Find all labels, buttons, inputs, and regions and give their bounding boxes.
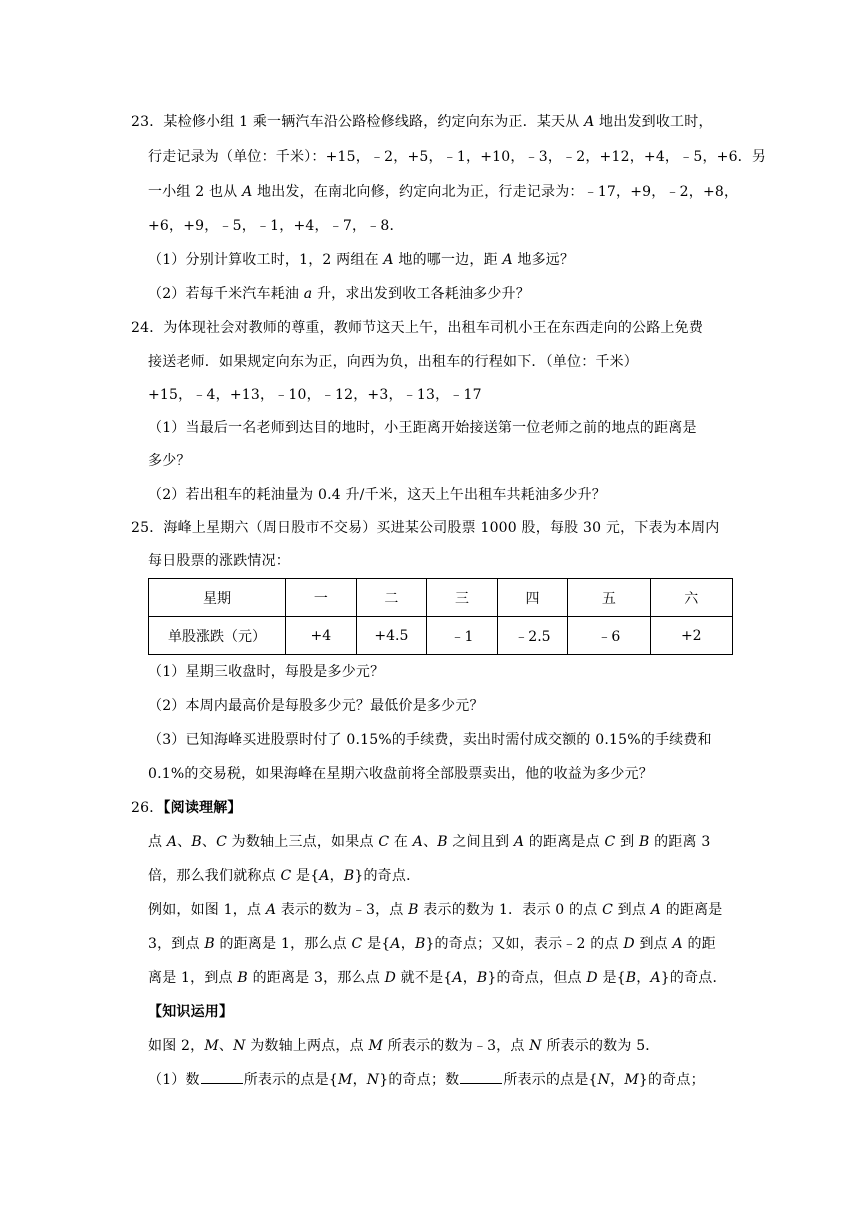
table-cell: ﹣1 [427,617,497,655]
q24-line-1: 24．为体现社会对教师的尊重，教师节这天上午，出租车司机小王在东西走向的公路上免费 [131,320,704,336]
q25-line-2: 每日股票的涨跌情况： [148,553,290,569]
table-header-cell: 五 [568,579,650,617]
table-header-cell: 六 [650,579,732,617]
table-header-row [149,579,733,617]
q25-number: 25． [131,520,164,536]
q25-sub-3-cont: 0.1%的交易税，如果海峰在星期六收盘前将全部股票卖出，他的收益为多少元？ [148,766,653,782]
q25-sub-3: （3）已知海峰买进股票时付了 0.15%的手续费，卖出时需付成交额的 0.15%的手续费和 [148,732,712,748]
q23-line-3: 一小组 2 也从 A 地出发，在南北向修，约定向北为正，行走记录为：﹣17，+9，﹣2，+8， [148,184,739,200]
q23-number: 23． [131,114,164,130]
q23-sub-1: （1）分别计算收工时，1，2 两组在 A 地的哪一边，距 A 地多远？ [148,252,575,268]
q25-sub-1: （1）星期三收盘时，每股是多少元？ [148,664,385,680]
q26-para-1: 点 A、B、C 为数轴上三点，如果点 C 在 A、B 之间且到 A 的距离是点 C 到 B 的距离 3 [148,834,711,850]
q26-sub-1: （1）数 所表示的点是{M，N}的奇点；数 所表示的点是{N，M}的奇点； [148,1069,705,1090]
section-reading: 【阅读理解】 [163,800,242,816]
q26-number: 26． [131,800,164,816]
table-cell: +2 [650,617,732,655]
q24-sub-1: （1）当最后一名老师到达目的地时，小王距离开始接送第一位老师之前的地点的距离是 [148,420,697,436]
q26-para-3: 例如，如图 1，点 A 表示的数为﹣3，点 B 表示的数为 1．表示 0 的点 C 到点 A 的距离是 [148,902,723,918]
table-row [149,617,733,655]
table-header-cell: 三 [427,579,497,617]
q26-heading [131,798,242,818]
q23-line-1: 23．某检修小组 1 乘一辆汽车沿公路检修线路，约定向东为正．某天从 A 地出发到收工时， [131,114,713,130]
answer-blank-1[interactable] [201,1069,243,1084]
table-cell: ﹣6 [568,617,650,655]
q23-line-4: +6，+9，﹣5，﹣1，+4，﹣7，﹣8． [148,218,404,234]
table-header-cell: 四 [497,579,568,617]
stock-change-table [148,578,733,655]
q24-line-2: 接送老师．如果规定向东为正，向西为负，出租车的行程如下．（单位：千米） [148,354,638,370]
q24-sub-2: （2）若出租车的耗油量为 0.4 升/千米，这天上午出租车共耗油多少升？ [148,487,606,503]
q24-sub-1-cont: 多少？ [148,453,191,469]
section-knowledge: 【知识运用】 [148,1004,234,1020]
q26-para-6: 如图 2，M、N 为数轴上两点，点 M 所表示的数为﹣3，点 N 所表示的数为 5． [148,1038,660,1054]
q23-line-2: 行走记录为（单位：千米）：+15，﹣2，+5，﹣1，+10，﹣3，﹣2，+12，+4，﹣5，+6．另 [148,149,767,165]
q24-line-3: +15，﹣4，+13，﹣10，﹣12，+3，﹣13，﹣17 [148,387,482,403]
q26-para-2: 倍，那么我们就称点 C 是{A，B}的奇点． [148,868,421,884]
table-header-cell: 星期 [149,579,286,617]
q23-sub-2: （2）若每千米汽车耗油 a 升，求出发到收工各耗油多少升？ [148,286,530,302]
table-header-cell: 一 [286,579,357,617]
table-header-cell: 二 [356,579,427,617]
table-cell: 单股涨跌（元） [149,617,286,655]
q25-line-1: 25．海峰上星期六（周日股市不交易）买进某公司股票 1000 股，每股 30 元，下表为本周内 [131,520,720,536]
q26-para-5: 离是 1，到点 B 的距离是 3，那么点 D 就不是{A，B}的奇点，但点 D 是{B，A}的奇点． [148,970,727,986]
answer-blank-2[interactable] [460,1069,502,1084]
q24-number: 24． [131,320,164,336]
table-cell: +4.5 [356,617,427,655]
q26-para-4: 3，到点 B 的距离是 1，那么点 C 是{A，B}的奇点；又如，表示﹣2 的点 D 到点 A 的距 [148,936,716,952]
table-cell: +4 [286,617,357,655]
q25-sub-2: （2）本周内最高价是每股多少元？最低价是多少元？ [148,698,484,714]
table-cell: ﹣2.5 [497,617,568,655]
